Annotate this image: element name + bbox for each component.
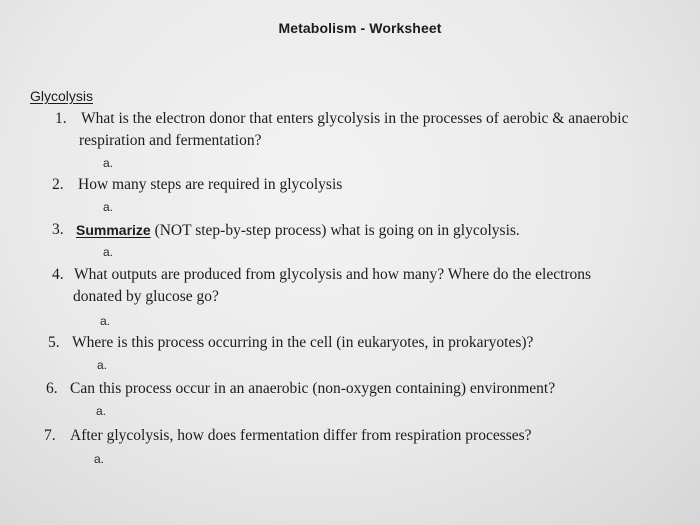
section-heading: Glycolysis xyxy=(30,88,94,104)
question-text: Can this process occur in an anaerobic (non-oxygen containing) environment? xyxy=(70,380,556,397)
question-number: 3. xyxy=(52,221,64,238)
question-number: 4. xyxy=(52,266,64,283)
question-text: What outputs are produced from glycolysis and how many? Where do the electrons xyxy=(74,266,592,283)
answer-line-1: a. xyxy=(103,156,114,170)
answer-line-2: a. xyxy=(103,200,114,214)
question-text: What is the electron donor that enters glycolysis in the processes of aerobic & anaerobic xyxy=(81,110,629,127)
question-number: 2. xyxy=(52,176,64,193)
question-text: How many steps are required in glycolysis xyxy=(78,176,343,193)
answer-line-7: a. xyxy=(94,452,105,466)
question-number: 7. xyxy=(44,427,56,444)
emphasis-word: Summarize xyxy=(76,222,151,238)
answer-line-4: a. xyxy=(100,314,111,328)
question-text: After glycolysis, how does fermentation differ from respiration processes? xyxy=(70,427,532,444)
question-text: Where is this process occurring in the cell (in eukaryotes, in prokaryotes)? xyxy=(72,334,534,351)
question-text-continued: donated by glucose go? xyxy=(73,288,219,305)
question-number: 5. xyxy=(48,334,60,351)
answer-line-5: a. xyxy=(97,358,108,372)
question-text: (NOT step-by-step process) what is going on in glycolysis. xyxy=(154,222,520,239)
question-number: 6. xyxy=(46,380,58,397)
question-text-continued: respiration and fermentation? xyxy=(79,132,262,149)
page-title: Metabolism - Worksheet xyxy=(278,20,442,36)
question-number: 1. xyxy=(55,110,67,127)
answer-line-3: a. xyxy=(103,245,114,259)
answer-line-6: a. xyxy=(96,404,107,418)
